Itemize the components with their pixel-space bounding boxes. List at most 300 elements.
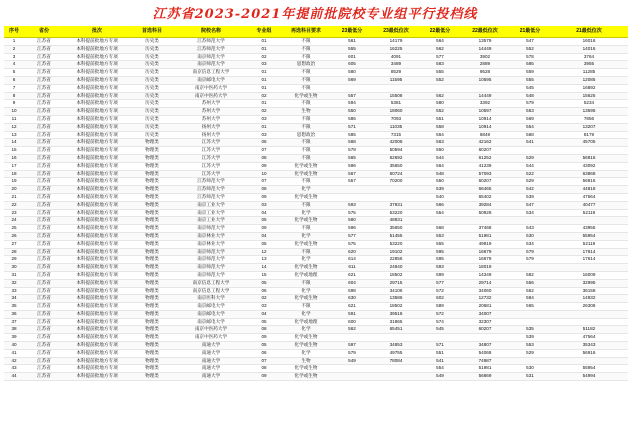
table-cell: 物理类 (130, 209, 174, 217)
table-cell: 20 (4, 186, 24, 194)
table-cell: 16892 (550, 84, 628, 92)
table-cell: 522 (510, 170, 550, 178)
table-cell: 42008 (372, 139, 420, 147)
table-cell: 562 (420, 92, 460, 100)
table-cell: 本科提前批地方专项 (64, 45, 130, 53)
table-cell: 04 (248, 310, 280, 318)
table-cell: 7856 (550, 115, 628, 123)
table-cell: 本科提前批地方专项 (64, 349, 130, 357)
table-cell: 苏州大学 (174, 100, 248, 108)
table-cell: 化学或生物 (280, 373, 332, 381)
table-cell: 历史类 (130, 115, 174, 123)
table-cell: 56916 (550, 178, 628, 186)
table-cell: 18060 (372, 108, 420, 116)
table-cell: 10 (248, 170, 280, 178)
table-cell: 本科提前批地方专项 (64, 318, 130, 326)
table-cell: 物理类 (130, 178, 174, 186)
table-row (4, 295, 628, 303)
table-cell: 19 (4, 178, 24, 186)
table-cell: 60724 (372, 170, 420, 178)
table-cell: 南京师范大学 (174, 256, 248, 264)
table-cell: 9528 (460, 69, 510, 77)
table-cell: 苏州大学 (174, 115, 248, 123)
table-cell: 历史类 (130, 45, 174, 53)
table-cell: 江苏省 (24, 373, 64, 381)
table-cell: 596 (332, 162, 372, 170)
table-cell: 24 (4, 217, 24, 225)
table-cell (372, 365, 420, 373)
table-cell: 16009 (550, 271, 628, 279)
table-cell: 不限 (280, 84, 332, 92)
table-cell: 29715 (372, 279, 420, 287)
table-row (4, 217, 628, 225)
table-cell: 56916 (550, 154, 628, 162)
table-cell: 548 (510, 92, 550, 100)
column-header: 批次 (64, 26, 130, 38)
table-cell: 552 (420, 76, 460, 84)
table-cell (460, 334, 510, 342)
table-cell: 8529 (372, 69, 420, 77)
table-cell: 583 (420, 61, 460, 69)
table-cell: 江苏省 (24, 240, 64, 248)
table-cell: 化学或生物 (280, 217, 332, 225)
table-cell: 51455 (372, 232, 420, 240)
table-cell: 本科提前批地方专项 (64, 334, 130, 342)
table-cell: 600 (332, 318, 372, 326)
table-cell (420, 217, 460, 225)
table-cell: 本科提前批地方专项 (64, 279, 130, 287)
table-cell: 569 (332, 76, 372, 84)
table-cell: 历史类 (130, 123, 174, 131)
table-cell: 化学或生物 (280, 264, 332, 272)
table-cell: 553 (510, 342, 550, 350)
table-cell: 南京工业大学 (174, 217, 248, 225)
table-cell: 37468 (460, 225, 510, 233)
table-cell: 物理类 (130, 170, 174, 178)
table-cell: 16 (4, 154, 24, 162)
table-cell: 56916 (550, 349, 628, 357)
table-cell: 江苏省 (24, 209, 64, 217)
table-cell: 551 (420, 349, 460, 357)
table-cell: 江苏大学 (174, 154, 248, 162)
table-row (4, 287, 628, 295)
table-cell: 50928 (460, 209, 510, 217)
table-cell: 物理类 (130, 240, 174, 248)
table-cell: 597 (332, 342, 372, 350)
table-cell: 18 (4, 170, 24, 178)
table-row (4, 373, 628, 381)
table-cell (372, 84, 420, 92)
table-cell (550, 318, 628, 326)
table-cell: 江苏省 (24, 279, 64, 287)
table-cell: 本科提前批地方专项 (64, 76, 130, 84)
table-cell: 562 (332, 326, 372, 334)
table-cell: 物理类 (130, 310, 174, 318)
table-cell: 本科提前批地方专项 (64, 92, 130, 100)
table-cell: 12 (4, 123, 24, 131)
table-cell: 40477 (550, 201, 628, 209)
table-cell: 547 (510, 201, 550, 209)
table-cell: 584 (510, 295, 550, 303)
table-row (4, 256, 628, 264)
table-cell (510, 264, 550, 272)
table-cell: 63868 (550, 170, 628, 178)
table-header (4, 26, 628, 38)
table-cell: 3392 (460, 100, 510, 108)
table-cell: 生物 (280, 108, 332, 116)
table-cell: 554 (510, 123, 550, 131)
table-cell: 14449 (460, 92, 510, 100)
table-cell: 604 (332, 279, 372, 287)
table-cell: 本科提前批地方专项 (64, 147, 130, 155)
table-cell: 28 (4, 248, 24, 256)
table-cell: 10 (4, 108, 24, 116)
table-cell: 56869 (460, 373, 510, 381)
table-cell: 542 (510, 186, 550, 194)
table-cell: 本科提前批地方专项 (64, 178, 130, 186)
table-cell: 550 (420, 147, 460, 155)
table-cell: 48831 (372, 217, 420, 225)
table-cell (372, 334, 420, 342)
table-cell: 江苏省 (24, 295, 64, 303)
table-cell: 南京师范大学 (174, 225, 248, 233)
table-cell (372, 373, 420, 381)
table-cell: 思想政治 (280, 61, 332, 69)
table-row (4, 248, 628, 256)
table-cell: 571 (332, 123, 372, 131)
table-cell: 本科提前批地方专项 (64, 357, 130, 365)
table-cell: 物理类 (130, 264, 174, 272)
table-row (4, 365, 628, 373)
table-cell: 化学或生物 (280, 295, 332, 303)
table-cell: 江苏省 (24, 248, 64, 256)
table-cell (420, 334, 460, 342)
table-row (4, 69, 628, 77)
table-cell: 本科提前批地方专项 (64, 365, 130, 373)
table-row (4, 201, 628, 209)
table-cell: 588 (332, 139, 372, 147)
table-cell: 化学 (280, 349, 332, 357)
table-cell: 江苏省 (24, 334, 64, 342)
table-cell: 江苏省 (24, 53, 64, 61)
table-cell: 567 (332, 170, 372, 178)
column-header: 首选科目 (130, 26, 174, 38)
table-cell: 历史类 (130, 61, 174, 69)
table-cell: 01 (248, 84, 280, 92)
table-cell: 579 (510, 256, 550, 264)
table-cell: 558 (420, 123, 460, 131)
table-cell: 本科提前批地方专项 (64, 310, 130, 318)
table-cell: 20681 (460, 303, 510, 311)
table-cell: 553 (420, 232, 460, 240)
table-cell: 不限 (280, 100, 332, 108)
table-cell: 物理类 (130, 225, 174, 233)
table-cell: 5 (4, 69, 24, 77)
table-cell: 江苏省 (24, 69, 64, 77)
table-cell: 07 (248, 178, 280, 186)
table-row (4, 349, 628, 357)
table-cell: 化学 (280, 232, 332, 240)
table-cell (332, 365, 372, 373)
table-cell: 15625 (550, 92, 628, 100)
table-row (4, 108, 628, 116)
table-cell: 南京师范大学 (174, 264, 248, 272)
table-cell: 09 (248, 162, 280, 170)
table-cell: 18019 (460, 264, 510, 272)
table-cell: 物理类 (130, 303, 174, 311)
table-cell: 22 (4, 201, 24, 209)
table-cell (420, 84, 460, 92)
table-cell: 595 (420, 256, 460, 264)
table-row (4, 334, 628, 342)
table-cell: 31865 (372, 318, 420, 326)
column-header: 21最低位次 (550, 26, 628, 38)
table-cell: 物理类 (130, 318, 174, 326)
table-cell: 江苏省 (24, 178, 64, 186)
table-cell: 本科提前批地方专项 (64, 201, 130, 209)
table-cell: 29 (4, 256, 24, 264)
table-cell: 49755 (372, 349, 420, 357)
table-cell: 569 (510, 115, 550, 123)
table-cell: 化学 (280, 256, 332, 264)
table-cell (550, 357, 628, 365)
table-cell: 554 (420, 365, 460, 373)
table-cell: 南京中医药大学 (174, 84, 248, 92)
table-row (4, 45, 628, 53)
table-cell: 历史类 (130, 53, 174, 61)
table-cell: 江苏省 (24, 84, 64, 92)
table-cell: 本科提前批地方专项 (64, 225, 130, 233)
table-row (4, 131, 628, 139)
table-cell: 593 (420, 264, 460, 272)
table-cell: 不限 (280, 279, 332, 287)
table-cell: 05 (248, 240, 280, 248)
table-body (4, 38, 628, 381)
table-cell: 599 (420, 271, 460, 279)
table-cell: 南京林业大学 (174, 232, 248, 240)
table-cell: 580 (332, 69, 372, 77)
column-header: 院校名称 (174, 26, 248, 38)
table-cell: 23 (4, 209, 24, 217)
table-cell: 578 (332, 147, 372, 155)
table-cell: 南京邮电大学 (174, 303, 248, 311)
table-cell: 16016 (550, 38, 628, 46)
table-cell: 本科提前批地方专项 (64, 84, 130, 92)
table-cell: 47564 (550, 334, 628, 342)
column-header: 23最低分 (332, 26, 372, 38)
table-cell: 605 (332, 61, 372, 69)
table-cell: 535 (510, 326, 550, 334)
table-cell: 591 (332, 310, 372, 318)
table-cell: 07 (248, 357, 280, 365)
table-cell: 2 (4, 45, 24, 53)
table-cell: 34853 (372, 342, 420, 350)
table-cell: 22856 (372, 256, 420, 264)
table-cell: 45705 (550, 139, 628, 147)
table-cell: 15 (248, 271, 280, 279)
table-cell: 历史类 (130, 92, 174, 100)
table-cell: 575 (332, 209, 372, 217)
table-cell: 53220 (372, 209, 420, 217)
table-cell: 29714 (460, 279, 510, 287)
table-cell: 06 (248, 139, 280, 147)
table-cell: 南京中医药大学 (174, 326, 248, 334)
table-cell: 本科提前批地方专项 (64, 295, 130, 303)
table-cell (510, 217, 550, 225)
table-cell: 12732 (460, 295, 510, 303)
table-cell: 35650 (372, 225, 420, 233)
table-cell: 化学或生物 (280, 334, 332, 342)
column-header: 省份 (24, 26, 64, 38)
table-cell: 物理类 (130, 279, 174, 287)
table-cell: 本科提前批地方专项 (64, 115, 130, 123)
table-row (4, 326, 628, 334)
table-cell: 南京邮电大学 (174, 76, 248, 84)
table-cell: 南京工业大学 (174, 201, 248, 209)
table-cell: 化学或生物 (280, 240, 332, 248)
column-header: 23最低位次 (372, 26, 420, 38)
table-cell: 本科提前批地方专项 (64, 373, 130, 381)
table-cell: 57093 (460, 170, 510, 178)
table-cell: 09 (248, 334, 280, 342)
table-cell: 南通大学 (174, 357, 248, 365)
table-cell: 化学或生物 (280, 365, 332, 373)
table-cell: 本科提前批地方专项 (64, 108, 130, 116)
table-cell: 14179 (372, 38, 420, 46)
table-cell: 541 (420, 357, 460, 365)
table-row (4, 178, 628, 186)
table-row (4, 318, 628, 326)
table-cell: 577 (332, 232, 372, 240)
table-cell: 62692 (372, 154, 420, 162)
table-cell: 历史类 (130, 84, 174, 92)
table-cell (332, 373, 372, 381)
table-cell: 568 (420, 225, 460, 233)
table-cell: 3902 (460, 53, 510, 61)
table-cell: 08 (248, 365, 280, 373)
table-cell: 34 (4, 295, 24, 303)
table-cell: 26 (4, 232, 24, 240)
table-cell: 43 (4, 365, 24, 373)
table-cell: 南京信息工程大学 (174, 287, 248, 295)
table-cell: 611 (332, 264, 372, 272)
table-cell: 历史类 (130, 108, 174, 116)
table-cell: 物理类 (130, 287, 174, 295)
table-cell: 26308 (550, 303, 628, 311)
table-cell: 544 (510, 162, 550, 170)
table-cell: 03 (248, 131, 280, 139)
table-cell: 16679 (460, 248, 510, 256)
table-cell: 13 (248, 256, 280, 264)
table-cell: 38 (4, 326, 24, 334)
table-cell: 6849 (460, 131, 510, 139)
table-cell: 39518 (372, 310, 420, 318)
column-header: 21最低分 (510, 26, 550, 38)
table-cell: 江苏师范大学 (174, 45, 248, 53)
table-cell: 本科提前批地方专项 (64, 193, 130, 201)
table-cell (510, 147, 550, 155)
table-cell: 562 (420, 45, 460, 53)
table-cell: 18502 (372, 271, 420, 279)
table-row (4, 147, 628, 155)
table-cell: 21 (4, 193, 24, 201)
table-cell: 7 (4, 84, 24, 92)
table-cell: 江苏省 (24, 147, 64, 155)
table-cell: 化学 (280, 326, 332, 334)
table-row (4, 38, 628, 46)
table-cell: 江苏省 (24, 217, 64, 225)
table-cell: 物理类 (130, 217, 174, 225)
table-cell: 本科提前批地方专项 (64, 303, 130, 311)
table-cell: 549 (332, 357, 372, 365)
table-cell: 3764 (550, 53, 628, 61)
table-cell: 544 (420, 154, 460, 162)
table-cell: 572 (420, 310, 460, 318)
table-cell: 559 (510, 69, 550, 77)
table-cell: 生物 (280, 357, 332, 365)
table-cell: 41239 (460, 162, 510, 170)
table-cell: 30 (4, 264, 24, 272)
table-cell: 南京林业大学 (174, 240, 248, 248)
table-cell: 549 (420, 373, 460, 381)
table-cell: 580 (420, 100, 460, 108)
table-cell: 本科提前批地方专项 (64, 256, 130, 264)
table-cell: 44818 (550, 186, 628, 194)
table-cell: 物理类 (130, 186, 174, 194)
table-cell: 本科提前批地方专项 (64, 170, 130, 178)
table-cell: 江苏省 (24, 349, 64, 357)
table-cell: 物理类 (130, 373, 174, 381)
table-cell: 江苏师范大学 (174, 38, 248, 46)
table-cell (372, 193, 420, 201)
table-cell: 物理类 (130, 139, 174, 147)
table-cell: 70200 (372, 178, 420, 186)
table-cell: 化学 (280, 186, 332, 194)
table-cell: 不限 (280, 201, 332, 209)
table-cell: 548 (420, 170, 460, 178)
table-cell: 南通大学 (174, 349, 248, 357)
table-cell: 586 (332, 115, 372, 123)
table-cell: 物理类 (130, 201, 174, 209)
table-cell (460, 217, 510, 225)
table-cell: 物理类 (130, 334, 174, 342)
table-row (4, 115, 628, 123)
table-cell: 南京信息工程大学 (174, 279, 248, 287)
table-cell: 江苏省 (24, 201, 64, 209)
table-cell: 34007 (460, 310, 510, 318)
table-cell: 不限 (280, 38, 332, 46)
table-row (4, 357, 628, 365)
table-cell: 61252 (460, 154, 510, 162)
table-cell: 化学 (280, 310, 332, 318)
table-cell: 15 (4, 147, 24, 155)
table-cell: 65451 (372, 326, 420, 334)
table-cell: 74987 (460, 357, 510, 365)
table-cell: 36158 (550, 287, 628, 295)
table-cell: 545 (510, 84, 550, 92)
table-cell: 本科提前批地方专项 (64, 217, 130, 225)
table-cell: 2889 (460, 61, 510, 69)
table-cell: 物理类 (130, 349, 174, 357)
table-cell (332, 334, 372, 342)
table-cell: 南京医科大学 (174, 295, 248, 303)
table-cell: 江苏省 (24, 357, 64, 365)
table-cell: 564 (420, 38, 460, 46)
table-cell: 物理类 (130, 248, 174, 256)
table-row (4, 271, 628, 279)
table-cell: 03 (248, 201, 280, 209)
table-cell: 本科提前批地方专项 (64, 100, 130, 108)
